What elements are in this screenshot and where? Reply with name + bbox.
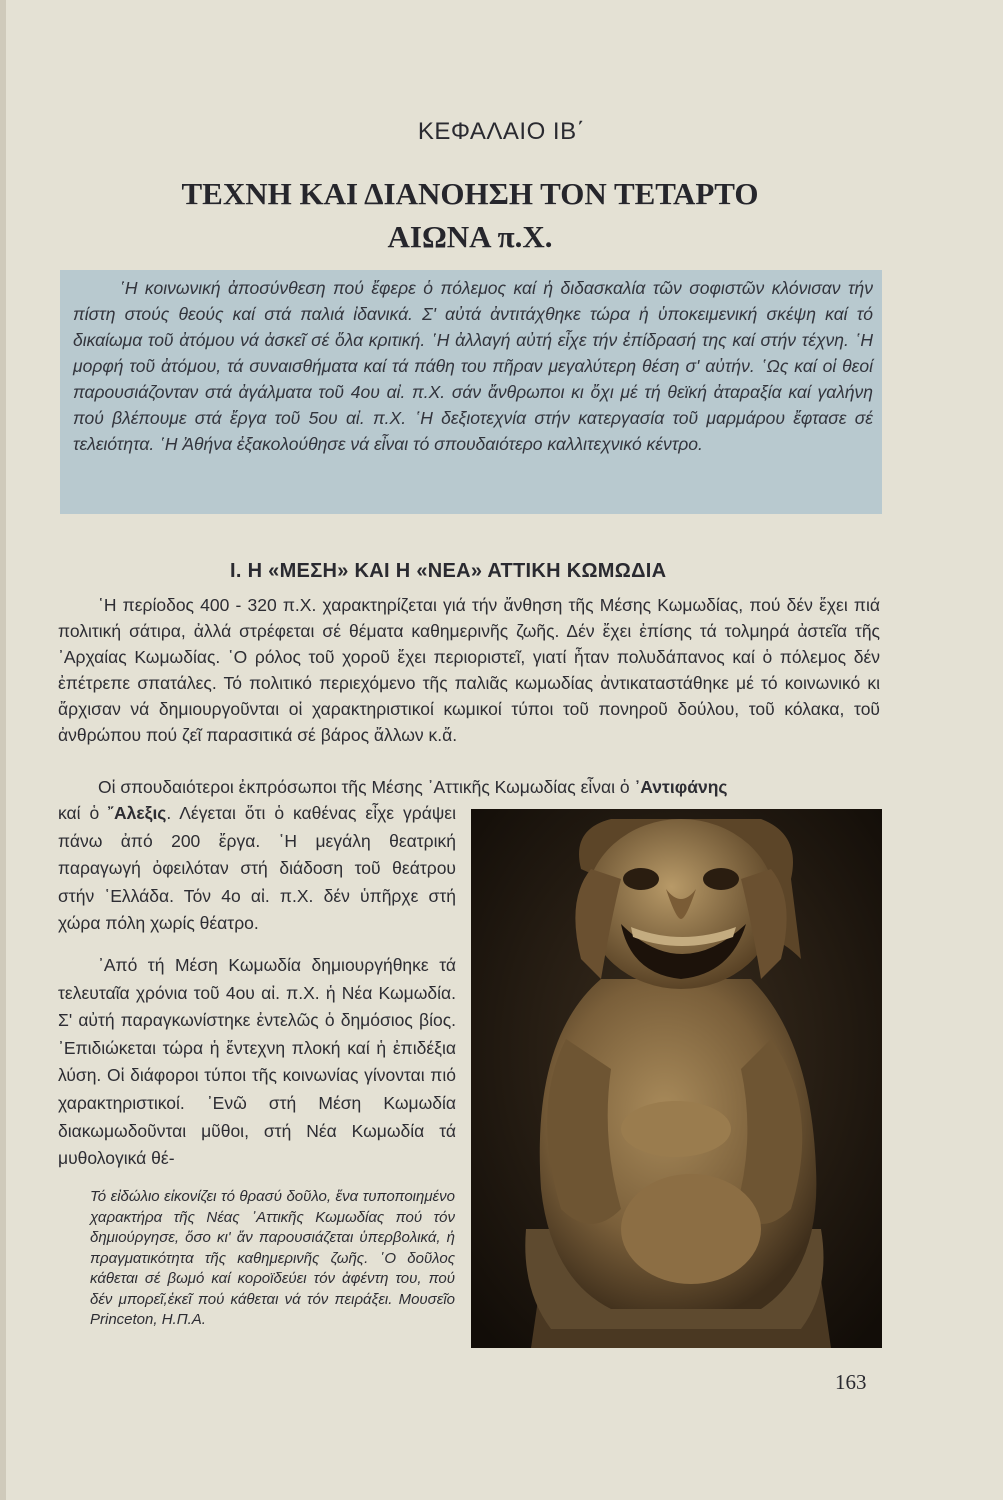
intro-paragraph: ῾Η κοινωνική ἀποσύνθεση πού ἔφερε ὁ πόλεμος καί ἡ διδασκαλία τῶν σοφιστῶν κλόνισαν τήν πίστη στούς θεούς καί στά παλιά ἰδανικά. Σ' αὐτά ἀντιτάχθηκε τώρα ἡ ὑποκειμενική σκέψη καί τό δικαίωμα τοῦ ἀτόμου νά ἀσκεῖ σέ ὅλα κριτική. ῾Η ἀλλαγή αὐτή εἶχε τήν ἐπίδρασή της καί στήν τέχνη. ῾Η μορφή τοῦ ἀτόμου, τά συναισθήματα καί τά πάθη του πῆραν μεγαλύτερη θέση σ' αὐτήν. ῾Ως καί οἱ θεοί παρουσιάζονταν στά ἀγάλματα τοῦ 4ου αἰ. π.Χ. σάν ἄνθρωποι κι ὄχι μέ τή θεϊκή ἀταραξία καί γαλήνη πού βλέπουμε στά ἔργα τοῦ 5ου αἰ. π.Χ. ῾Η δεξιοτεχνία στήν κατεργασία τοῦ μαρμάρου ἔφτασε σέ τελειότητα. ῾Η Ἀθήνα ἐξακολούθησε νά εἶναι τό σπουδαιότερο καλλιτεχνικό κέντρο.: [73, 278, 873, 454]
paragraph-2-text: Οἱ σπουδαιότεροι ἐκπρόσωποι τῆς Μέσης ᾿Αττικῆς Κωμωδίας εἶναι ὁ: [98, 777, 630, 797]
section-heading: Ι. Η «ΜΕΣΗ» ΚΑΙ Η «ΝΕΑ» ΑΤΤΙΚΗ ΚΩΜΩΔΙΑ: [230, 560, 667, 582]
chapter-title-line-1: ΤΕΧΝΗ ΚΑΙ ΔΙΑΝΟΗΣΗ ΤΟΝ ΤΕΤΑΡΤΟ: [181, 176, 759, 211]
body-paragraph-2-cont: [58, 800, 456, 938]
author-name-alexis: ῎Αλεξις: [108, 803, 167, 823]
paragraph-2-kai: καί ὁ: [58, 803, 100, 823]
figure-caption: Τό εἰδώλιο εἰκονίζει τό θρασύ δοῦλο, ἕνα τυποποιημένο χαρακτήρα τῆς Νέας ᾿Αττικῆς Κωμωδίας πού τόν δημιούργησε, ὅσο κι' ἄν παρουσιάζεται ὑπερβολικά, ἡ πραγματικότητα τῆς καθημερινῆς ζωῆς. ῾Ο δοῦλος κάθεται σέ βωμό καί κοροϊδεύει τόν ἀφέντη του, πού δέν μπορεῖ,ἐκεῖ πού κάθεται νά τόν πειράξει. Μουσεῖο Princeton, Η.Π.Α.: [90, 1188, 455, 1328]
figurine-illustration: [471, 809, 882, 1348]
page-number: 163: [835, 1370, 867, 1394]
body-paragraph-2-lead: [58, 774, 880, 800]
author-name-antiphanes: ᾿Αντιφάνης: [634, 777, 728, 797]
body-paragraph-1: ῾Η περίοδος 400 - 320 π.Χ. χαρακτηρίζεται γιά τήν ἄνθηση τῆς Μέσης Κωμωδίας, πού δέν ἔχει πιά πολιτική σάτιρα, ἀλλά στρέφεται σέ θέματα καθημερινῆς ζωῆς. Δέν ἔχει ἐπίσης τά τολμηρά ἀστεῖα τῆς ᾿Αρχαίας Κωμωδίας. ῾Ο ρόλος τοῦ χοροῦ ἔχει περιοριστεῖ, γιατί ἦταν πολυδάπανος καί ὁ πόλεμος δέν ἐπέτρεπε σπατάλες. Τό πολιτικό περιεχόμενο τῆς παλιᾶς κωμωδίας ἀντικαταστάθηκε μέ τό κοινωνικό κι ἄρχισαν νά δημιουργοῦνται οἱ χαρακτηριστικοί κωμικοί τύποι τοῦ πονηροῦ δούλου, τοῦ κόλακα, τοῦ ἀνθρώπου πού ζεῖ παρασιτικά σέ βάρος ἄλλων κ.ἄ.: [58, 595, 880, 745]
chapter-title-line-2: ΑΙΩΝΑ π.Χ.: [387, 219, 553, 254]
chapter-title: [0, 172, 940, 258]
chapter-label: ΚΕΦΑΛΑΙΟ ΙΒ΄: [417, 118, 586, 145]
comic-slave-figurine-photo: [471, 809, 882, 1348]
body-paragraph-3: ᾿Από τή Μέση Κωμωδία δημιουργήθηκε τά τελευταῖα χρόνια τοῦ 4ου αἰ. π.Χ. ἡ Νέα Κωμωδία. Σ' αὐτή παραγκωνίστηκε ἐντελῶς ὁ δημόσιος βίος. ᾿Επιδιώκεται τώρα ἡ ἔντεχνη πλοκή καί ἡ ἐπιδέξια λύση. Οἱ διάφοροι τύποι τῆς κοινωνίας γίνονται πιό χαρακτηριστικοί. ᾿Ενῶ στή Μέση Κωμωδία διακωμωδοῦνται μῦθοι, στή Νέα Κωμωδία τά μυθολογικά θέ-: [58, 955, 456, 1169]
paragraph-2-rest: . Λέγεται ὅτι ὁ καθένας εἶχε γράψει πάνω ἀπό 200 ἔργα. ῾Η μεγάλη θεατρική παραγωγή ὀφειλόταν στή διάδοση τοῦ θεάτρου στήν ῾Ελλάδα. Τόν 4ο αἰ. π.Χ. δέν ὑπῆρχε στή χώρα πόλη χωρίς θέατρο.: [58, 803, 456, 934]
